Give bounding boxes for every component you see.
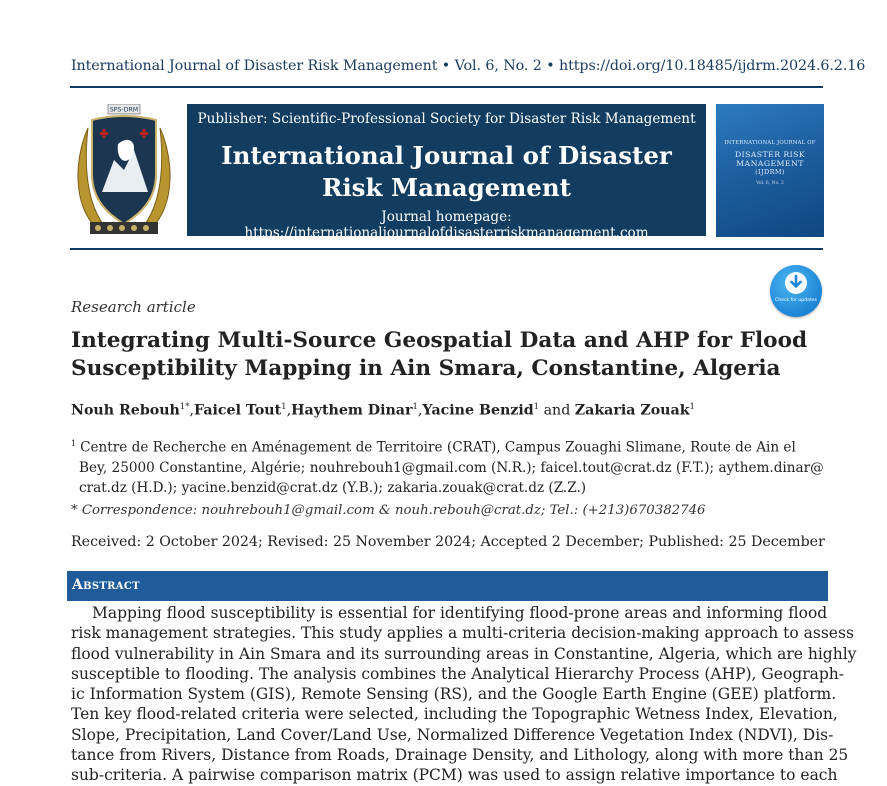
header-bottom-rule — [70, 248, 823, 250]
author-affil-mark: 1 — [689, 402, 695, 412]
correspondence: * Correspondence: nouhrebouh1@gmail.com & nouh.rebouh@crat.dz; Tel.: (+213)670382746 — [71, 503, 706, 518]
abstract-line: tance from Rivers, Distance from Roads, Drainage Density, and Lithology, along with more than 25 — [71, 746, 849, 765]
download-icon — [770, 265, 822, 299]
journal-title — [187, 140, 706, 204]
abstract-line: flood vulnerability in Ain Smara and its surrounding areas in Constantine, Algeria, which are highly — [71, 644, 857, 663]
affiliation — [71, 434, 831, 498]
journal-title-line1: International Journal of Disaster — [221, 141, 672, 170]
cover-line: INTERNATIONAL JOURNAL OF — [724, 140, 816, 146]
publication-dates: Received: 2 October 2024; Revised: 25 November 2024; Accepted 2 December; Published: 25 December — [71, 534, 825, 550]
author-affil-mark: 1 — [281, 402, 287, 412]
check-for-updates-button[interactable] — [770, 265, 822, 317]
author-name: Yacine Benzid — [422, 402, 534, 419]
abstract-body — [71, 603, 857, 786]
cover-title-2: MANAGEMENT — [736, 159, 804, 168]
header-top-rule — [70, 86, 823, 88]
author-name: Haythem Dinar — [291, 402, 413, 419]
journal-banner — [187, 104, 706, 241]
author-affil-mark: 1 — [533, 402, 540, 412]
paper-title-line2: Susceptibility Mapping in Ain Smara, Constantine, Algeria — [71, 356, 781, 381]
abstract-line: Mapping flood susceptibility is essential for identifying flood-prone areas and informing flood — [92, 604, 828, 622]
affiliation-number: 1 — [71, 439, 77, 448]
cover-title-1: DISASTER RISK — [734, 150, 806, 159]
abstract-line: Slope, Precipitation, Land Cover/Land Use, Normalized Difference Vegetation Index (NDVI), Dis- — [71, 725, 834, 744]
cover-abbr: (IJDRM) — [755, 168, 785, 176]
society-logo — [72, 104, 176, 238]
paper-title — [71, 327, 811, 383]
journal-cover-image — [716, 104, 824, 237]
affiliation-line: Centre de Recherche en Aménagement de Territoire (CRAT), Campus Zouaghi Slimane, Route de Ain el — [80, 439, 796, 456]
cover-volume: Vol. 6, No. 2 — [756, 181, 784, 186]
journal-title-line2: Risk Management — [321, 173, 571, 202]
journal-homepage-link[interactable]: Journal homepage: https://internationaljournalofdisasterriskmanagement.com — [244, 209, 649, 241]
running-head: International Journal of Disaster Risk Management • Vol. 6, No. 2 • https://doi.org/10.18485/ijdrm.2024.6.2.16 — [71, 58, 866, 74]
abstract-line: Ten key flood-related criteria were selected, including the Topographic Wetness Index, Elevation, — [71, 705, 838, 724]
author-list: Nouh Rebouh$^{1*}$,Faicel Tout$^1$,Haythem Dinar$^1$,Yacine Benzid$^1$ and Zakaria Zouak$^1$ — [71, 402, 695, 419]
publisher-line: Publisher: Scientific-Professional Society for Disaster Risk Management — [197, 111, 696, 127]
affiliation-line: crat.dz (H.D.); yacine.benzid@crat.dz (Y.B.); zakaria.zouak@crat.dz (Z.Z.) — [79, 479, 587, 496]
author-conjunction: and — [543, 402, 571, 419]
author-affil-mark: 1* — [179, 402, 190, 412]
paper-title-line1: Integrating Multi-Source Geospatial Data and AHP for Flood — [71, 328, 808, 353]
affiliation-line: Bey, 25000 Constantine, Algérie; nouhrebouh1@gmail.com (N.R.); faicel.tout@crat.dz (F.T.); aythem.dinar@ — [79, 459, 824, 476]
check-for-updates-label: Check for updates — [775, 298, 817, 303]
abstract-line: risk management strategies. This study applies a multi-criteria decision-making approach to assess — [71, 624, 854, 643]
abstract-line: ic Information System (GIS), Remote Sensing (RS), and the Google Earth Engine (GEE) platform. — [71, 685, 837, 704]
abstract-line: sub-criteria. A pairwise comparison matrix (PCM) was used to assign relative importance to each — [71, 766, 838, 785]
abstract-line: susceptible to flooding. The analysis combines the Analytical Hierarchy Process (AHP), Geograph- — [71, 664, 845, 683]
logo-text: SPS-DRM — [109, 106, 139, 114]
author-affil-mark: 1 — [412, 402, 418, 412]
article-type: Research article — [71, 298, 196, 316]
author-name: Zakaria Zouak — [574, 402, 690, 419]
abstract-heading: Abstract — [72, 577, 140, 593]
abstract-heading-bar — [67, 571, 828, 601]
author-name: Faicel Tout — [194, 402, 282, 419]
author-name: Nouh Rebouh — [71, 402, 180, 419]
